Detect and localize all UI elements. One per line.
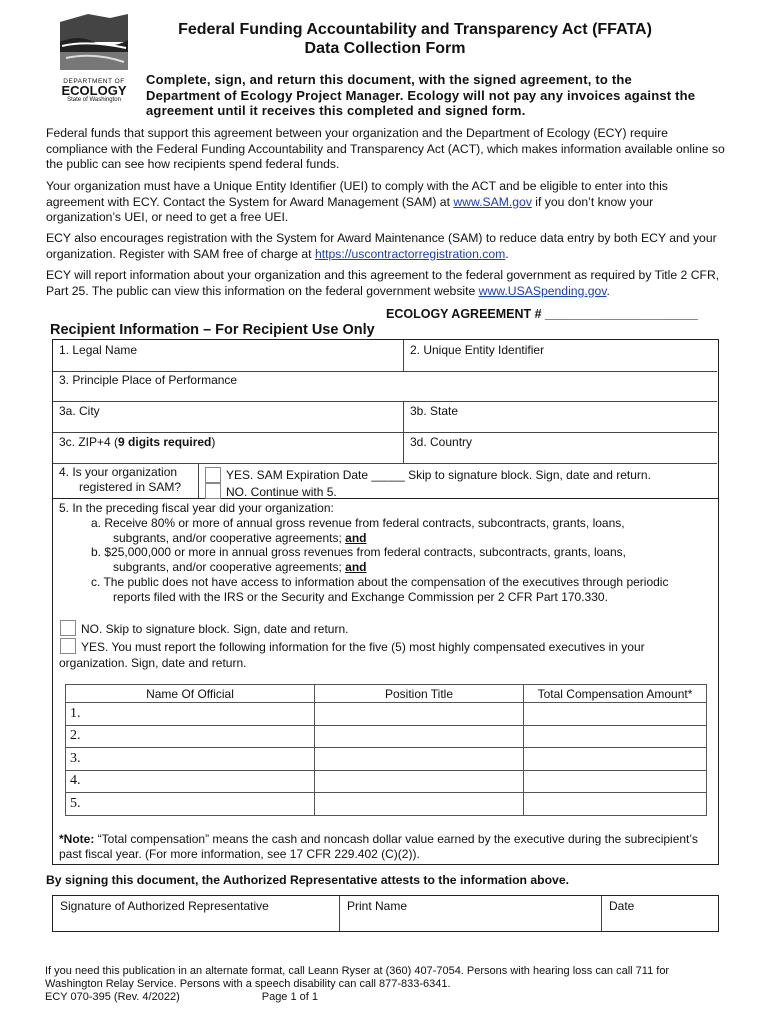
q5-b-and: and (345, 560, 367, 574)
q5-yes-label-line1: YES. You must report the following information for the five (5) most highly compensated executives in your (81, 640, 645, 654)
col-header-position: Position Title (315, 685, 524, 703)
q5-a-and: and (345, 531, 367, 545)
place-of-performance-field[interactable]: 3. Principle Place of Performance (59, 373, 238, 387)
legal-name-field[interactable]: 1. Legal Name (59, 343, 138, 357)
para-report (46, 268, 726, 299)
para-sam (46, 231, 726, 262)
print-name-field[interactable]: Print Name (347, 899, 408, 913)
q5-intro: 5. In the preceding fiscal year did your organization: (59, 501, 334, 515)
agreement-number-label[interactable]: ECOLOGY AGREEMENT # ______________________ (386, 307, 698, 321)
q4-label-line1: 4. Is your organization (59, 465, 178, 479)
intro-instructions: Complete, sign, and return this document, with the signed agreement, to the Department of Ecology Project Manager. Ecology will not pay any invoices against the agreement until it receives this completed and signed form. (146, 72, 696, 118)
compensation-cell[interactable] (524, 793, 707, 816)
recipient-heading: Recipient Information – For Recipient Use Only (50, 322, 375, 338)
official-name-cell[interactable]: 4. (66, 770, 315, 793)
signature-field[interactable]: Signature of Authorized Representative (60, 899, 269, 913)
official-name-cell[interactable]: 2. (66, 725, 315, 748)
q5-a-line1: a. Receive 80% or more of annual gross revenue from federal contracts, subcontracts, grants, loans, (91, 516, 625, 530)
zip-field[interactable] (59, 435, 215, 449)
logo-line2: ECOLOGY (61, 83, 127, 98)
zip-label-bold: 9 digits required (118, 435, 212, 449)
country-field[interactable]: 3d. Country (410, 435, 473, 449)
zip-label: 3c. ZIP+4 ( (59, 435, 119, 449)
q5-b-line1: b. $25,000,000 or more in annual gross revenues from federal contracts, subcontracts, grants, loans, (91, 545, 626, 559)
footer-line3 (45, 991, 725, 1004)
q5-b-text: subgrants, and/or cooperative agreements; (113, 560, 346, 574)
q5-no-checkbox[interactable] (60, 620, 76, 636)
recipient-info-box (52, 339, 719, 499)
para-report-text: ECY will report information about your organization and this agreement to the federal government as required by Title 2 CFR, Part 25. The public can view this information on the federal government website (46, 268, 720, 298)
col-header-name: Name Of Official (66, 685, 315, 703)
logo-line1: DEPARTMENT OF (63, 78, 125, 85)
q4-yes-checkbox[interactable] (205, 467, 221, 483)
note-label: *Note: (59, 832, 95, 846)
q4-no-checkbox[interactable] (205, 483, 221, 499)
footer (45, 965, 725, 1004)
official-name-cell[interactable]: 3. (66, 748, 315, 771)
q5-no-label: NO. Skip to signature block. Sign, date and return. (81, 622, 349, 636)
form-title (0, 20, 770, 58)
q5-box (52, 498, 719, 865)
para-funds: Federal funds that support this agreement between your organization and the Department of Ecology (ECY) require compliance with the Federal Funding Accountability and Transparency Act (ACT), which makes information available online so the public can see how recipients spend federal funds. (46, 126, 725, 171)
compensation-cell[interactable] (524, 748, 707, 771)
q4-yes-label: YES. SAM Expiration Date _____ Skip to signature block. Sign, date and return. (226, 468, 651, 482)
position-cell[interactable] (315, 770, 524, 793)
compensation-cell[interactable] (524, 770, 707, 793)
para-uei-text: Your organization must have a Unique Entity Identifier (UEI) to comply with the ACT and be eligible to enter into this agreement with ECY. Contact the System for Award Management (SAM) at (46, 179, 668, 209)
q5-c-line1: c. The public does not have access to information about the compensation of the executives through periodic (91, 575, 669, 589)
compensation-header-row (66, 685, 707, 703)
position-cell[interactable] (315, 725, 524, 748)
q5-a-line2 (113, 531, 366, 546)
usaspending-link[interactable]: www.USASpending.gov (478, 283, 607, 298)
sam-link[interactable]: www.SAM.gov (453, 194, 532, 209)
position-cell[interactable] (315, 793, 524, 816)
q5-c-line2: reports filed with the IRS or the Security and Exchange Commission per 2 CFR Part 170.330. (113, 590, 608, 604)
city-field[interactable]: 3a. City (59, 404, 100, 418)
q5-yes-label-line2: organization. Sign, date and return. (59, 656, 247, 670)
table-row (66, 703, 707, 726)
q4-label (59, 465, 181, 495)
page-number: Page 1 of 1 (261, 991, 319, 1003)
official-name-cell[interactable]: 1. (66, 703, 315, 726)
state-field[interactable]: 3b. State (410, 404, 459, 418)
uei-field[interactable]: 2. Unique Entity Identifier (410, 343, 545, 357)
position-cell[interactable] (315, 703, 524, 726)
col-header-compensation: Total Compensation Amount* (524, 685, 707, 703)
attestation-text: By signing this document, the Authorized Representative attests to the information above. (46, 873, 569, 887)
table-row (66, 770, 707, 793)
compensation-table (65, 684, 707, 816)
form-number: ECY 070-395 (Rev. 4/2022) (45, 991, 180, 1003)
footer-line1: If you need this publication in an alternate format, call Leann Ryser at (360) 407-7054. Persons with hearing loss can call 711 for (45, 965, 670, 977)
q5-b-line2 (113, 560, 366, 575)
date-field[interactable]: Date (609, 899, 635, 913)
para-uei-text-after: if you don’t know your organization’s UEI, or need to get a free UEI. (46, 194, 654, 224)
para-uei (46, 179, 726, 226)
q4-label-line2: registered in SAM? (79, 480, 182, 494)
table-row (66, 748, 707, 771)
table-row (66, 793, 707, 816)
compensation-note (59, 832, 709, 862)
logo-line3: State of Washington (67, 97, 121, 103)
q5-a-text: subgrants, and/or cooperative agreements; (113, 531, 346, 545)
compensation-cell[interactable] (524, 703, 707, 726)
position-cell[interactable] (315, 748, 524, 771)
registration-link[interactable]: https://uscontractorregistration.com (314, 246, 506, 261)
para-report-text-after: . (606, 283, 610, 298)
signature-box (52, 895, 719, 932)
table-row (66, 725, 707, 748)
official-name-cell[interactable]: 5. (66, 793, 315, 816)
zip-label-end: ) (211, 435, 216, 449)
title-line1: Federal Funding Accountability and Transparency Act (FFATA) (178, 21, 652, 38)
q5-yes-checkbox[interactable] (60, 638, 76, 654)
note-text: “Total compensation” means the cash and noncash dollar value earned by the executive during the subrecipient’s past fiscal year. (For more information, see 17 CFR 229.402 (C)(2)). (59, 832, 698, 861)
para-sam-text-after: . (505, 246, 509, 261)
title-line2: Data Collection Form (304, 40, 466, 57)
footer-line2: Washington Relay Service. Persons with a speech disability can call 877-833-6341. (45, 978, 451, 990)
compensation-cell[interactable] (524, 725, 707, 748)
q4-no-label: NO. Continue with 5. (226, 485, 337, 499)
para-sam-text: ECY also encourages registration with the System for Award Maintenance (SAM) to reduce data entry by both ECY and your organization. Register with SAM free of charge at (46, 231, 717, 261)
